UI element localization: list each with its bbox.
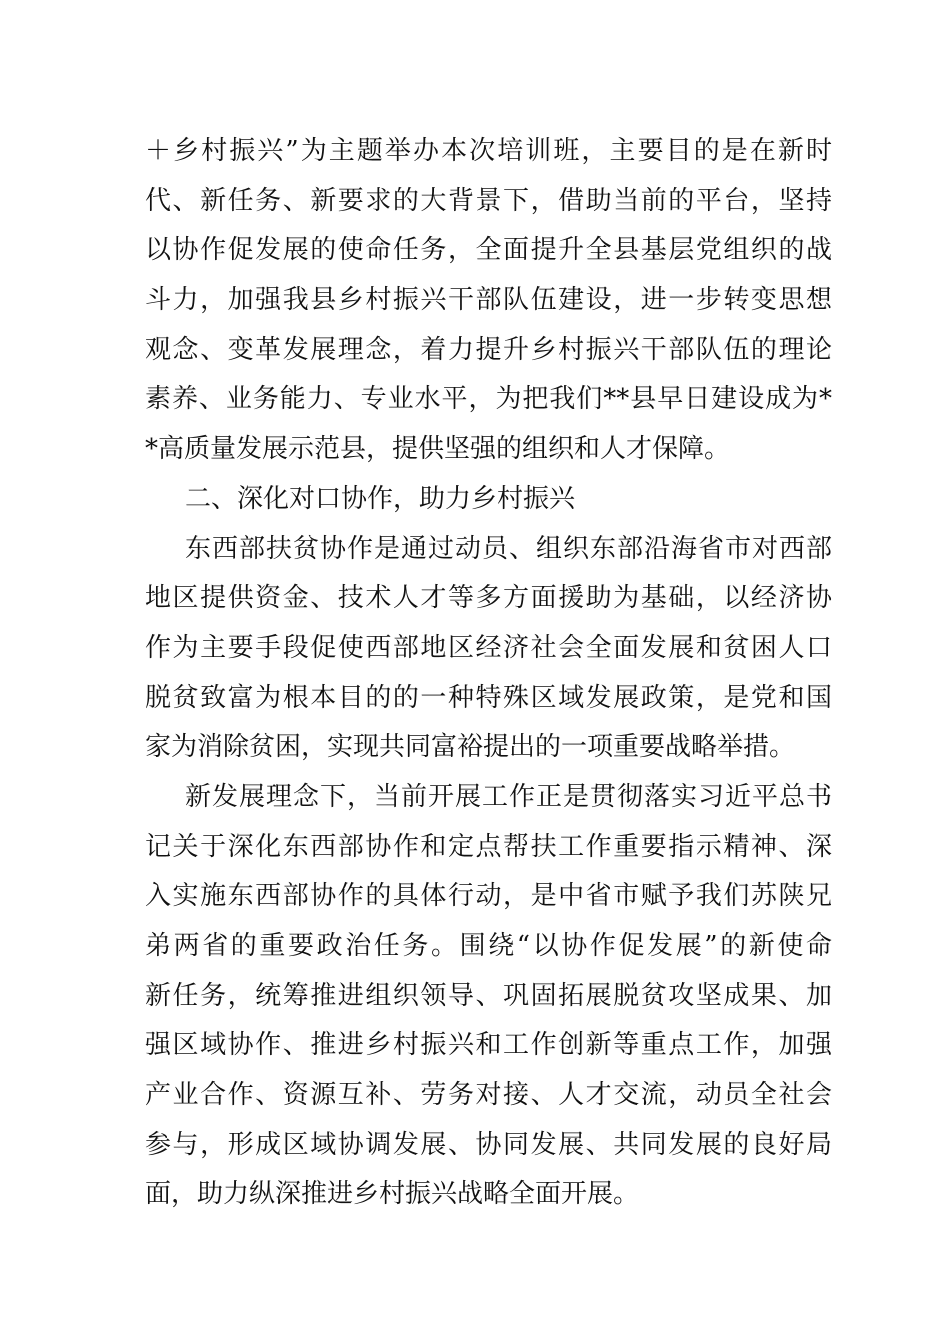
text-line: 代、新任务、新要求的大背景下，借助当前的平台，坚持: [145, 185, 832, 216]
text-line: 强区域协作、推进乡村振兴和工作创新等重点工作，加强: [145, 1030, 832, 1061]
text-line: 脱贫致富为根本目的的一种特殊区域发展政策，是党和国: [145, 682, 832, 713]
text-line: 家为消除贫困，实现共同富裕提出的一项重要战略举措。: [145, 732, 796, 763]
text-line: 产业合作、资源互补、劳务对接、人才交流，动员全社会: [145, 1080, 832, 1111]
text-line: 面，助力纵深推进乡村振兴战略全面开展。: [145, 1179, 640, 1210]
heading-text: 二、深化对口协作，助力乡村振兴: [185, 483, 576, 514]
text-line: 东西部扶贫协作是通过动员、组织东部沿海省市对西部: [185, 533, 832, 564]
text-line: 观念、变革发展理念，着力提升乡村振兴干部队伍的理论: [145, 334, 832, 365]
text-line: 斗力，加强我县乡村振兴干部队伍建设，进一步转变思想: [145, 285, 832, 316]
paragraph: [145, 525, 832, 773]
text-line: 地区提供资金、技术人才等多方面援助为基础，以经济协: [145, 583, 832, 614]
text-line: 弟两省的重要政治任务。围绕“以协作促发展”的新使命: [145, 931, 832, 961]
document-page: [145, 127, 832, 1220]
text-line: 新发展理念下，当前开展工作正是贯彻落实习近平总书: [185, 781, 832, 812]
text-line: 入实施东西部协作的具体行动，是中省市赋予我们苏陕兄: [145, 881, 832, 912]
paragraph-continuation: [145, 127, 832, 475]
paragraph: [145, 773, 832, 1220]
text-line: 以协作促发展的使命任务，全面提升全县基层党组织的战: [145, 235, 832, 266]
section-heading: [145, 475, 832, 525]
text-line: *高质量发展示范县，提供坚强的组织和人才保障。: [145, 434, 731, 465]
text-line: 素养、业务能力、专业水平，为把我们**县早日建设成为*: [145, 384, 832, 415]
text-line: 新任务，统筹推进组织领导、巩固拓展脱贫攻坚成果、加: [145, 980, 832, 1011]
text-line: 记关于深化东西部协作和定点帮扶工作重要指示精神、深: [145, 831, 832, 862]
text-line: 参与，形成区域协调发展、协同发展、共同发展的良好局: [145, 1129, 832, 1160]
text-line: ＋乡村振兴”为主题举办本次培训班，主要目的是在新时: [145, 136, 832, 166]
text-line: 作为主要手段促使西部地区经济社会全面发展和贫困人口: [145, 632, 832, 663]
